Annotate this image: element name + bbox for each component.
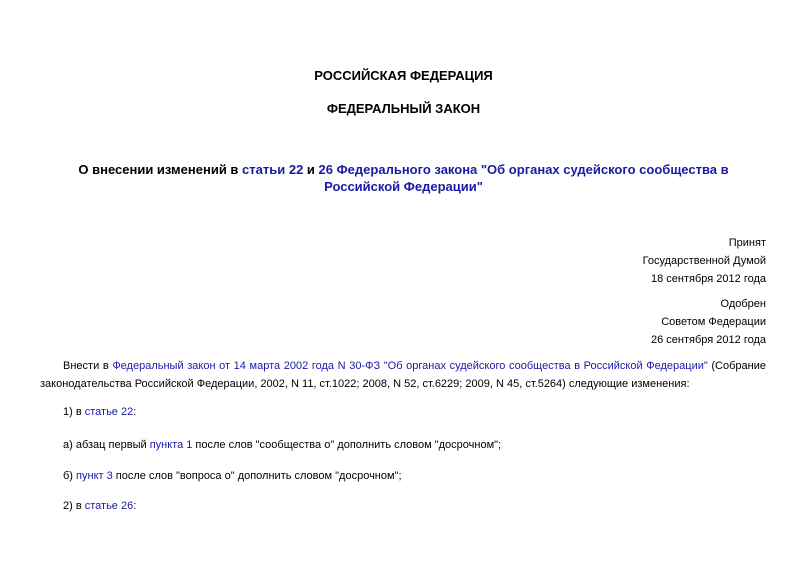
title-link-article-22[interactable]: статьи 22 [242,162,304,177]
article-22-link[interactable]: статье 22 [84,406,134,418]
item-1-suffix: : [133,406,137,418]
title-and: и [303,162,319,177]
clause-3-link[interactable]: пункт 3 [76,470,113,482]
item-2-prefix: 2) в [63,500,85,512]
intro-paragraph [40,357,766,393]
law-title [40,161,767,195]
country-heading: РОССИЙСКАЯ ФЕДЕРАЦИЯ [314,68,493,83]
item-a-suffix: после слов "сообщества о" дополнить словом "досрочном"; [192,439,502,451]
item-a-prefix: а) абзац первый [63,439,150,451]
federal-law-link[interactable]: Федеральный закон от 14 марта 2002 года N 30-ФЗ "Об органах судейского сообщества в Российской Федерации" [112,360,708,372]
council-approval-block [651,295,766,349]
duma-adoption-block [643,234,766,288]
item-b-suffix: после слов "вопроса о" дополнить словом "досрочном"; [112,470,402,482]
item-2-suffix: : [133,500,137,512]
duma-adopted-label: Принят [728,237,766,249]
title-link-article-26-law[interactable]: 26 Федерального закона "Об органах судейского сообщества в Российской Федерации" [318,162,729,194]
item-2-paragraph [40,497,766,515]
item-1-prefix: 1) в [63,406,85,418]
duma-name: Государственной Думой [642,255,766,267]
item-1-paragraph [40,403,766,421]
council-name: Советом Федерации [661,316,766,328]
council-date: 26 сентября 2012 года [651,334,766,346]
item-b-prefix: б) [63,470,77,482]
article-26-link[interactable]: статье 26 [84,500,134,512]
intro-prefix: Внести в [63,360,113,372]
item-b-paragraph [40,467,766,485]
clause-1-link[interactable]: пункта 1 [149,439,193,451]
duma-date: 18 сентября 2012 года [651,273,766,285]
title-prefix: О внесении изменений в [78,162,243,177]
council-approved-label: Одобрен [720,298,766,310]
intro-suffix: (Собрание законодательства Российской Федерации, 2002, N 11, ст.1022; 2008, N 52, ст.6229; 2009, N 45, ст.5264) следующие изменения: [40,360,766,390]
document-type-heading: ФЕДЕРАЛЬНЫЙ ЗАКОН [326,101,481,116]
item-a-paragraph [40,436,766,454]
